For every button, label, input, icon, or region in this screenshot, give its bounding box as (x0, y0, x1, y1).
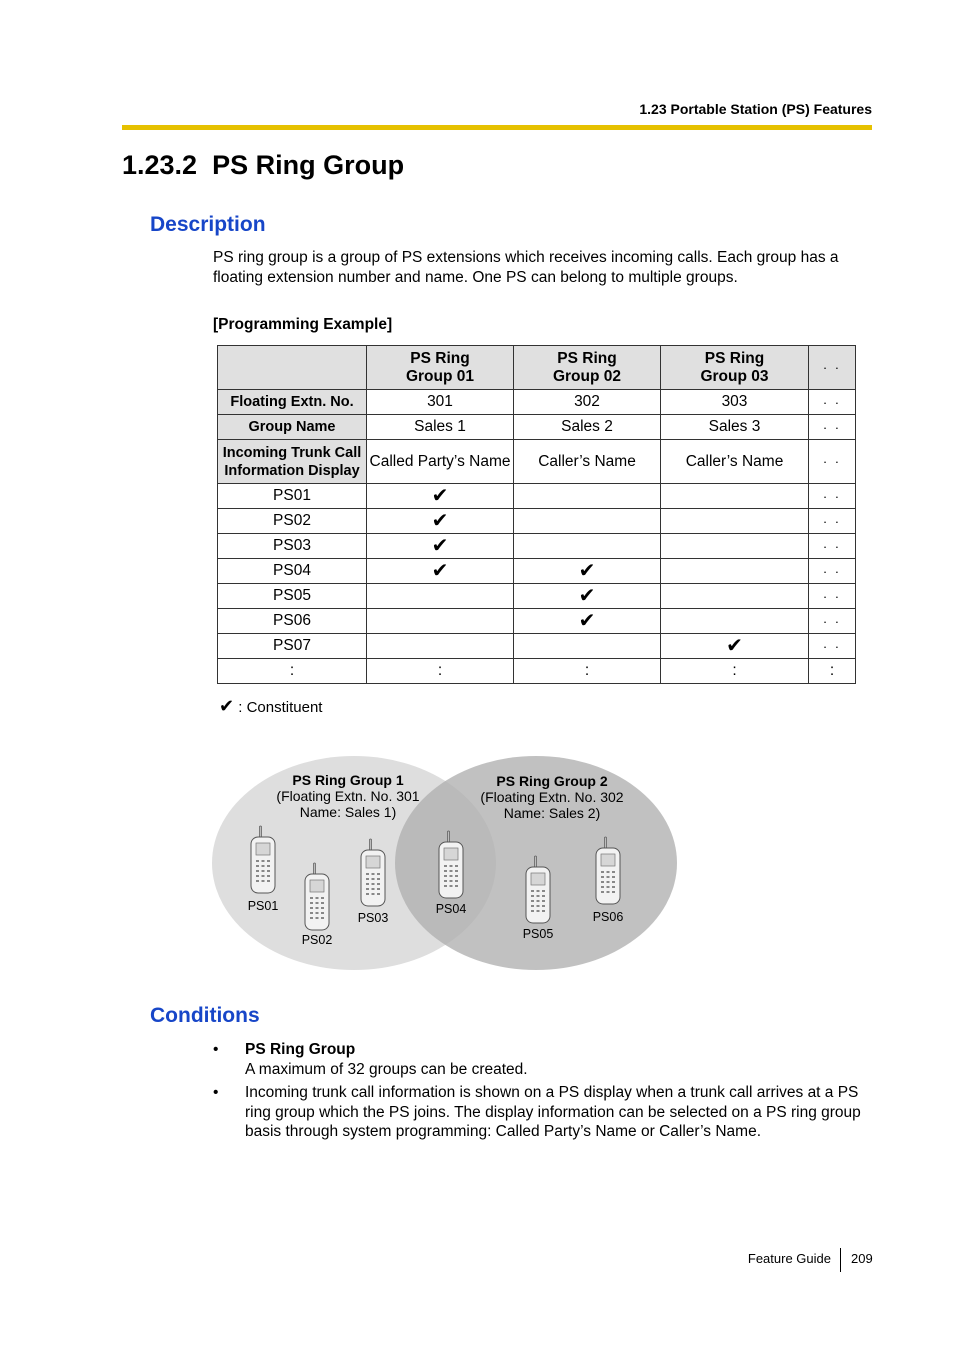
table-cell: : (809, 659, 856, 684)
page-title: 1.23.2 PS Ring Group (122, 150, 405, 180)
condition-item (213, 1083, 873, 1142)
group-2-extn: (Floating Extn. No. 302 (480, 789, 624, 805)
table-cell: Caller’s Name (661, 440, 809, 484)
phone-label: PS06 (592, 910, 624, 924)
table-cell: ✔ (367, 509, 514, 534)
header-rule (122, 125, 872, 130)
table-cell: ✔ (367, 559, 514, 584)
table-cell: ✔ (367, 484, 514, 509)
ps-label: : (218, 659, 367, 684)
table-cell: · · (809, 609, 856, 634)
ps-label: PS03 (218, 534, 367, 559)
ps-label: PS02 (218, 509, 367, 534)
column-header: PS Ring Group 03 (661, 346, 809, 390)
check-icon: ✔ (219, 696, 235, 716)
description-text: PS ring group is a group of PS extensions which receives incoming calls. Each group has a floating extension number and name. One PS can belong to multiple groups. (213, 249, 839, 286)
table-cell (661, 509, 809, 534)
table-cell: · · (809, 390, 856, 415)
page-number: 209 (851, 1251, 873, 1266)
table-cell: ✔ (514, 609, 661, 634)
footer-separator (840, 1248, 841, 1272)
column-header: PS Ring Group 02 (514, 346, 661, 390)
table-cell: Called Party’s Name (367, 440, 514, 484)
phone-label: PS01 (247, 899, 279, 913)
table-cell: : (367, 659, 514, 684)
table-cell: · · (809, 509, 856, 534)
table-cell (514, 484, 661, 509)
table-cell: : (514, 659, 661, 684)
legend (219, 696, 322, 716)
table-cell: Sales 1 (367, 415, 514, 440)
condition-text: A maximum of 32 groups can be created. (245, 1060, 528, 1078)
phone-label: PS04 (435, 902, 467, 916)
table-cell (661, 484, 809, 509)
ps-label: PS04 (218, 559, 367, 584)
table-cell (367, 609, 514, 634)
description-heading: Description (150, 213, 266, 236)
table-cell: ✔ (514, 584, 661, 609)
row-header: Group Name (218, 415, 367, 440)
table-cell (514, 534, 661, 559)
programming-example-label: [Programming Example] (213, 316, 393, 333)
table-cell: · · (809, 634, 856, 659)
table-cell (661, 559, 809, 584)
footer-guide-name: Feature Guide (747, 1251, 831, 1266)
column-header: PS Ring Group 01 (367, 346, 514, 390)
group-2-name: Name: Sales 2) (503, 805, 601, 821)
phone-label: PS02 (301, 933, 333, 947)
group-2-title: PS Ring Group 2 (496, 773, 608, 789)
table-cell: · · (809, 440, 856, 484)
phone-label: PS03 (357, 911, 389, 925)
table-cell: ✔ (367, 534, 514, 559)
ps-label: PS05 (218, 584, 367, 609)
conditions-heading: Conditions (150, 1004, 260, 1027)
table-corner-cell (218, 346, 367, 390)
row-header: Incoming Trunk Call Information Display (218, 440, 367, 484)
table-cell (661, 609, 809, 634)
column-header-more: · · (809, 346, 856, 390)
row-header: Floating Extn. No. (218, 390, 367, 415)
table-cell (367, 634, 514, 659)
table-cell: 303 (661, 390, 809, 415)
phone-label: PS05 (522, 927, 554, 941)
ps-label: PS01 (218, 484, 367, 509)
table-cell: Sales 2 (514, 415, 661, 440)
table-cell (514, 509, 661, 534)
ps-ring-group-diagram (212, 750, 682, 975)
bullet: • (213, 1084, 219, 1101)
table-cell: · · (809, 484, 856, 509)
table-cell: · · (809, 415, 856, 440)
conditions-list (213, 1040, 873, 1146)
table-cell: 301 (367, 390, 514, 415)
table-cell (661, 534, 809, 559)
table-cell: : (661, 659, 809, 684)
condition-text: Incoming trunk call information is shown on a PS display when a trunk call arrives at a PS ring group which the PS joins. The display information can be selected on a PS ring group basis through system programming: Called Party’s Name or Caller’s Name. (245, 1084, 861, 1140)
table-cell: · · (809, 534, 856, 559)
table-cell (367, 584, 514, 609)
table-cell: ✔ (661, 634, 809, 659)
table-cell: · · (809, 584, 856, 609)
table-cell (661, 584, 809, 609)
table-cell (514, 634, 661, 659)
bullet: • (213, 1041, 219, 1058)
table-cell: Caller’s Name (514, 440, 661, 484)
condition-item (213, 1040, 873, 1079)
table-cell: Sales 3 (661, 415, 809, 440)
group-1-title: PS Ring Group 1 (292, 772, 404, 788)
legend-text: : Constituent (238, 699, 323, 716)
condition-title: PS Ring Group (245, 1041, 356, 1058)
ps-label: PS06 (218, 609, 367, 634)
table-cell: · · (809, 559, 856, 584)
table-cell: 302 (514, 390, 661, 415)
ps-label: PS07 (218, 634, 367, 659)
group-1-extn: (Floating Extn. No. 301 (276, 788, 420, 804)
table-cell: ✔ (514, 559, 661, 584)
group-1-name: Name: Sales 1) (299, 804, 397, 820)
running-header: 1.23 Portable Station (PS) Features (639, 101, 872, 117)
programming-example-table (217, 345, 856, 684)
